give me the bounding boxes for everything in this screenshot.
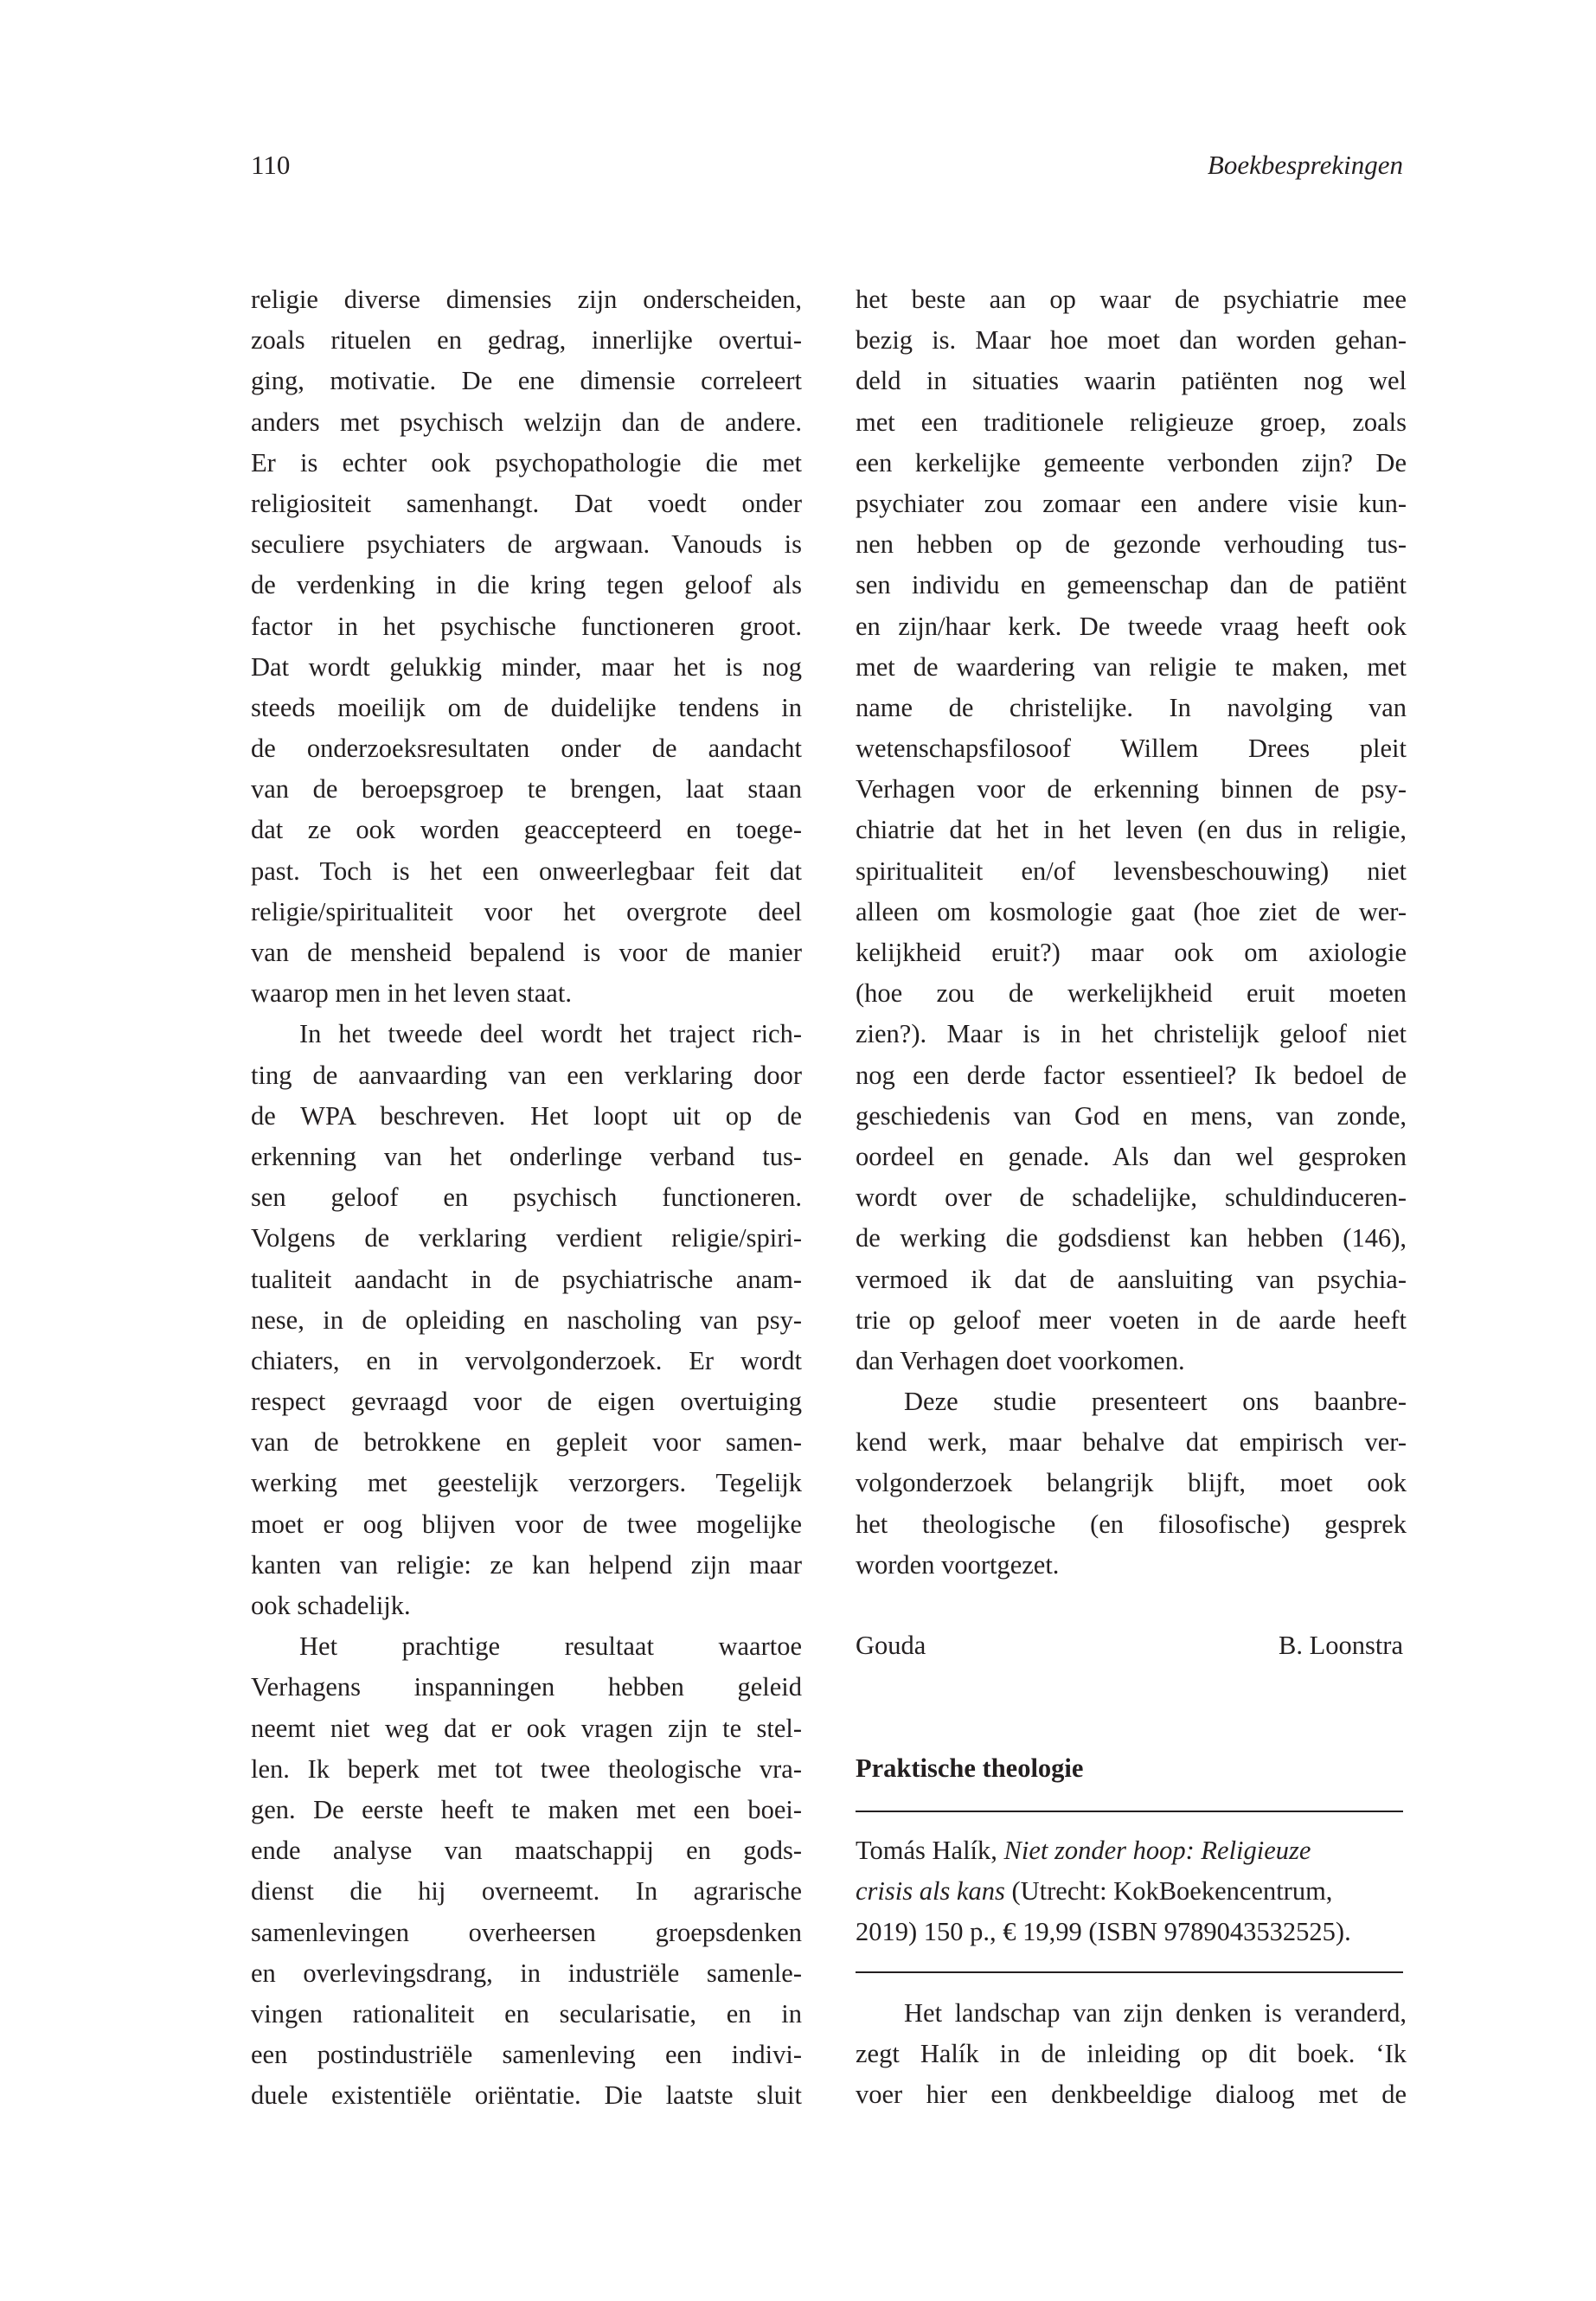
text-line: wetenschapsfilosoof Willem Drees pleit <box>856 734 1407 764</box>
citation-line <box>856 1912 1409 1952</box>
citation-author: Tomás Halík, <box>856 1836 1004 1865</box>
text-line: en zijn/haar kerk. De tweede vraag heeft ook <box>856 611 1407 641</box>
text-line: bezig is. Maar hoe moet dan worden gehan- <box>856 325 1407 356</box>
book-citation <box>856 1830 1409 1953</box>
text-line: met een traditionele religieuze groep, zoals <box>856 407 1407 437</box>
text-line: len. Ik beperk met tot twee theologische vra- <box>251 1753 802 1784</box>
text-line: dienst die hij overneemt. In agrarische <box>251 1876 802 1907</box>
text-line: Er is echter ook psychopathologie die met <box>251 447 802 478</box>
citation-title: crisis als kans <box>856 1876 1005 1907</box>
text-line: zegt Halík in de inleiding op dit boek. ‘Ik <box>856 2039 1407 2069</box>
review-body <box>856 1993 1407 2116</box>
text-line: religie diverse dimensies zijn onderscheiden, <box>251 285 802 314</box>
section-heading: Praktische theologie <box>856 1753 1084 1783</box>
text-line: zien?). Maar is in het christelijk geloof niet <box>856 1019 1407 1049</box>
divider-top <box>856 1811 1403 1812</box>
text-line: chiaters, en in vervolgonderzoek. Er wordt <box>251 1345 802 1375</box>
text-line: dan Verhagen doet voorkomen. <box>856 1345 1185 1375</box>
text-line: Volgens de verklaring verdient religie/spiri- <box>251 1223 802 1253</box>
text-line: neemt niet weg dat er ook vragen zijn te stel- <box>251 1713 802 1743</box>
text-line: worden voortgezet. <box>856 1549 1060 1580</box>
text-line: deld in situaties waarin patiënten nog wel <box>856 366 1407 396</box>
text-line: nese, in de opleiding en nascholing van psy- <box>251 1304 802 1335</box>
divider-bottom <box>856 1971 1403 1973</box>
text-line: steeds moeilijk om de duidelijke tendens in <box>251 692 802 722</box>
text-line: sen individu en gemeenschap dan de patiënt <box>856 570 1407 600</box>
text-line: van de mensheid bepalend is voor de manier <box>251 938 802 967</box>
text-line: samenlevingen overheersen groepsdenken <box>251 1917 802 1947</box>
text-line: name de christelijke. In navolging van <box>856 692 1407 722</box>
text-line: wordt over de schadelijke, schuldinduceren- <box>856 1183 1407 1213</box>
text-line: kanten van religie: ze kan helpend zijn maar <box>251 1549 802 1580</box>
text-line: een kerkelijke gemeente verbonden zijn? De <box>856 447 1407 478</box>
text-line: Deze studie presenteert ons baanbre- <box>904 1387 1407 1417</box>
text-line: sen geloof en psychisch functioneren. <box>251 1183 802 1213</box>
text-line: ook schadelijk. <box>251 1591 411 1620</box>
text-line: duele existentiële oriëntatie. Die laatste sluit <box>251 2080 802 2111</box>
text-line: nen hebben op de gezonde verhouding tus- <box>856 529 1407 560</box>
text-line: geschiedenis van God en mens, van zonde, <box>856 1100 1407 1131</box>
signature-place: Gouda <box>856 1631 926 1660</box>
text-line: gen. De eerste heeft te maken met een boei- <box>251 1794 802 1824</box>
citation-line <box>856 1871 1409 1912</box>
text-line: zoals rituelen en gedrag, innerlijke overtui- <box>251 325 802 356</box>
text-line: de onderzoeksresultaten onder de aandacht <box>251 734 802 764</box>
text-line: voer hier een denkbeeldige dialoog met de <box>856 2080 1407 2110</box>
text-line: religiositeit samenhangt. Dat voedt onder <box>251 488 802 518</box>
signature-author: B. Loonstra <box>1278 1631 1403 1660</box>
text-line: de WPA beschreven. Het loopt uit op de <box>251 1100 802 1131</box>
text-line: anders met psychisch welzijn dan de andere. <box>251 407 802 437</box>
text-line: ging, motivatie. De ene dimensie correleert <box>251 366 802 396</box>
text-line: psychiater zou zomaar een andere visie kun- <box>856 488 1407 518</box>
text-line: respect gevraagd voor de eigen overtuiging <box>251 1387 802 1417</box>
running-head: Boekbesprekingen <box>1207 150 1403 180</box>
text-line: ting de aanvaarding van een verklaring door <box>251 1060 802 1090</box>
text-line: factor in het psychische functioneren groot. <box>251 611 802 641</box>
text-line: een postindustriële samenleving een indivi- <box>251 2040 802 2070</box>
text-line: kend werk, maar behalve dat empirisch ver- <box>856 1427 1407 1458</box>
review-signature <box>856 1625 1403 1666</box>
text-line: Dat wordt gelukkig minder, maar het is nog <box>251 651 802 682</box>
text-line: het beste aan op waar de psychiatrie mee <box>856 285 1407 314</box>
text-line: het theologische (en filosofische) gesprek <box>856 1509 1407 1539</box>
page-number: 110 <box>251 150 291 180</box>
text-line: waarop men in het leven staat. <box>251 978 572 1009</box>
text-line: vermoed ik dat de aansluiting van psychia- <box>856 1264 1407 1294</box>
citation-details: 2019) 150 p., € 19,99 (ISBN 9789043532525). <box>856 1917 1351 1947</box>
right-column <box>856 279 1407 1586</box>
text-line: vingen rationaliteit en secularisatie, en in <box>251 1998 802 2029</box>
text-line: seculiere psychiaters de argwaan. Vanouds is <box>251 529 802 560</box>
text-line: Het prachtige resultaat waartoe <box>299 1631 802 1662</box>
text-line: werking met geestelijk verzorgers. Tegelijk <box>251 1468 802 1498</box>
text-line: en overlevingsdrang, in industriële samenle- <box>251 1958 802 1988</box>
text-line: chiatrie dat het in het leven (en dus in religie, <box>856 815 1407 845</box>
text-line: de werking die godsdienst kan hebben (146), <box>856 1223 1407 1253</box>
text-line: Verhagens inspanningen hebben geleid <box>251 1672 802 1702</box>
text-line: nog een derde factor essentieel? Ik bedoel de <box>856 1060 1407 1090</box>
text-line: van de beroepsgroep te brengen, laat staan <box>251 774 802 804</box>
text-line: ende analyse van maatschappij en gods- <box>251 1836 802 1866</box>
text-line: dat ze ook worden geaccepteerd en toege- <box>251 815 802 845</box>
citation-title: Niet zonder hoop: Religieuze <box>1003 1836 1311 1865</box>
text-line: moet er oog blijven voor de twee mogelijke <box>251 1509 802 1539</box>
text-line: kelijkheid eruit?) maar ook om axiologie <box>856 938 1407 967</box>
text-line: spiritualiteit en/of levensbeschouwing) niet <box>856 856 1407 886</box>
text-line: met de waardering van religie te maken, met <box>856 651 1407 682</box>
text-line: In het tweede deel wordt het traject rich- <box>299 1019 802 1049</box>
left-column <box>251 279 802 2116</box>
text-line: Het landschap van zijn denken is veranderd, <box>904 1998 1407 2028</box>
text-line: volgonderzoek belangrijk blijft, moet ook <box>856 1468 1407 1498</box>
text-line: alleen om kosmologie gaat (hoe ziet de wer- <box>856 896 1407 926</box>
citation-publisher: (Utrecht: KokBoekencentrum, <box>1004 1876 1333 1907</box>
text-line: past. Toch is het een onweerlegbaar feit dat <box>251 856 802 886</box>
text-line: erkenning van het onderlinge verband tus- <box>251 1141 802 1171</box>
text-line: van de betrokkene en gepleit voor samen- <box>251 1427 802 1458</box>
text-line: oordeel en genade. Als dan wel gesproken <box>856 1141 1407 1171</box>
text-line: tualiteit aandacht in de psychiatrische anam- <box>251 1264 802 1294</box>
text-line: trie op geloof meer voeten in de aarde heeft <box>856 1304 1407 1335</box>
text-line: Verhagen voor de erkenning binnen de psy- <box>856 774 1407 804</box>
text-line: (hoe zou de werkelijkheid eruit moeten <box>856 978 1407 1009</box>
text-line: religie/spiritualiteit voor het overgrote deel <box>251 896 802 926</box>
text-line: de verdenking in die kring tegen geloof als <box>251 570 802 600</box>
citation-line <box>856 1830 1409 1871</box>
